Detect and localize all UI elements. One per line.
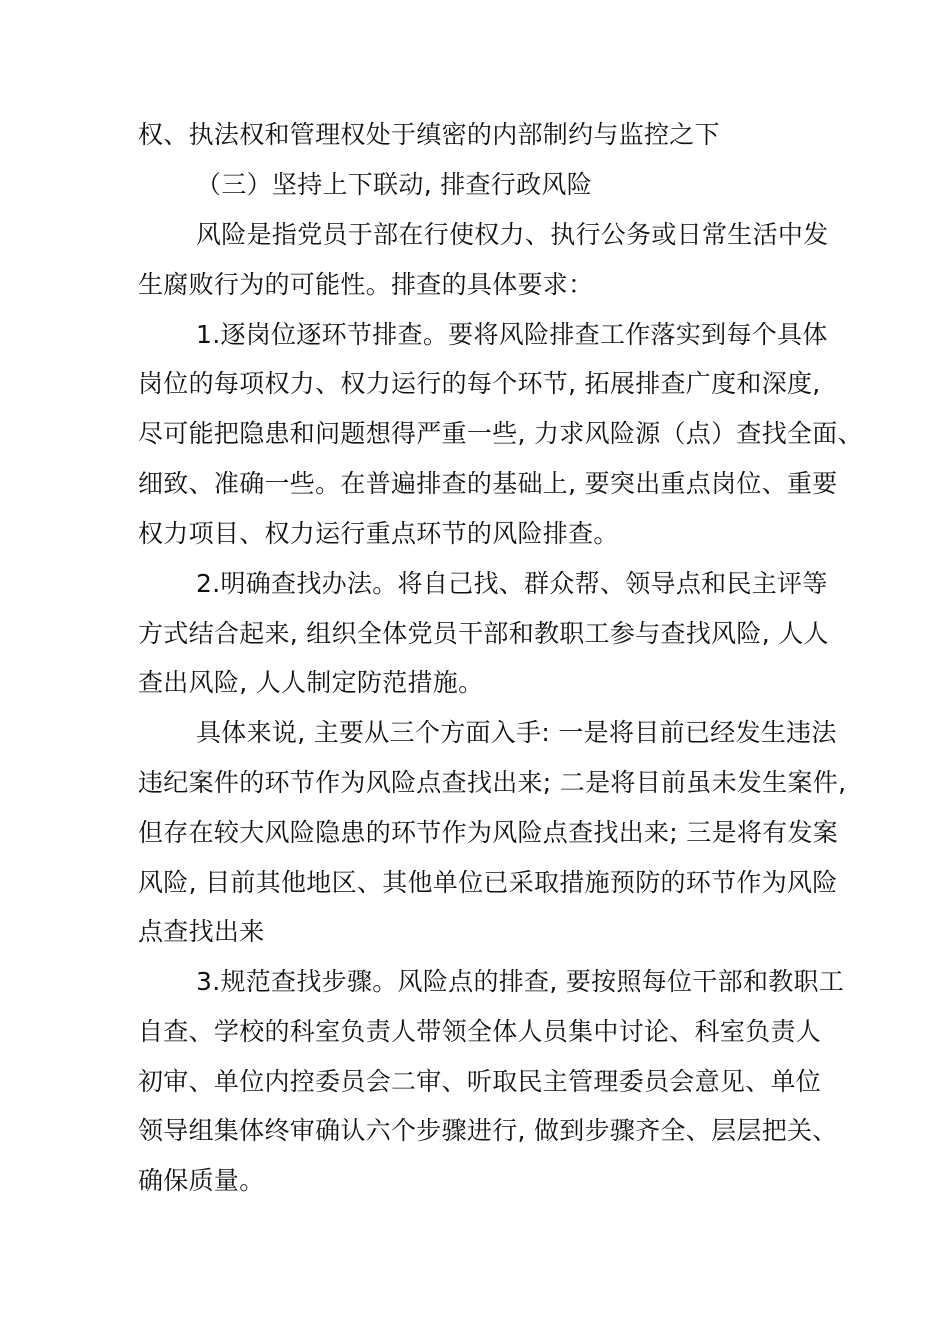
paragraph-line: 确保质量。 (138, 1166, 265, 1195)
paragraph-line: 权力项目、权力运行重点环节的风险排查。 (138, 519, 619, 548)
paragraph-line: 岗位的每项权力、权力运行的每个环节, 拓展排查广度和深度, (138, 369, 821, 398)
paragraph-line: 查出风险, 人人制定防范措施。 (138, 668, 484, 697)
paragraph-line: 生腐败行为的可能性。排查的具体要求： (138, 270, 594, 299)
list-item-line: 1.逐岗位逐环节排查。要将风险排查工作落实到每个具体 (196, 320, 828, 349)
paragraph-line: 风险, 目前其他地区、其他单位已采取措施预防的环节作为风险 (138, 868, 838, 897)
paragraph-line: 细致、准确一些。在普遍排查的基础上, 要突出重点岗位、重要 (138, 469, 838, 498)
section-heading: （三）坚持上下联动, 排查行政风险 (196, 170, 592, 199)
paragraph-line: 尽可能把隐患和问题想得严重一些, 力求风险源（点）查找全面、 (138, 419, 863, 448)
list-item-line: 2.明确查找办法。将自己找、群众帮、领导点和民主评等 (196, 569, 828, 598)
paragraph-line: 自查、学校的科室负责人带领全体人员集中讨论、科室负责人 (138, 1017, 822, 1046)
text-line: 权、执法权和管理权处于缜密的内部制约与监控之下 (138, 120, 720, 149)
paragraph-line: 具体来说, 主要从三个方面入手: 一是将目前已经发生违法 (196, 718, 837, 747)
paragraph-line: 违纪案件的环节作为风险点查找出来; 二是将目前虽未发生案件, (138, 768, 847, 797)
paragraph-line: 风险是指党员于部在行使权力、执行公务或日常生活中发 (196, 220, 829, 249)
paragraph-line: 领导组集体终审确认六个步骤进行, 做到步骤齐全、层层把关、 (138, 1116, 838, 1145)
paragraph-line: 点查找出来 (138, 917, 265, 946)
paragraph-line: 方式结合起来, 组织全体党员干部和教职工参与查找风险, 人人 (138, 619, 829, 648)
paragraph-line: 但存在较大风险隐患的环节作为风险点查找出来; 三是将有发案 (138, 818, 839, 847)
paragraph-line: 初审、单位内控委员会二审、听取民主管理委员会意见、单位 (138, 1067, 822, 1096)
list-item-line: 3.规范查找步骤。风险点的排查, 要按照每位干部和教职工 (196, 967, 845, 996)
